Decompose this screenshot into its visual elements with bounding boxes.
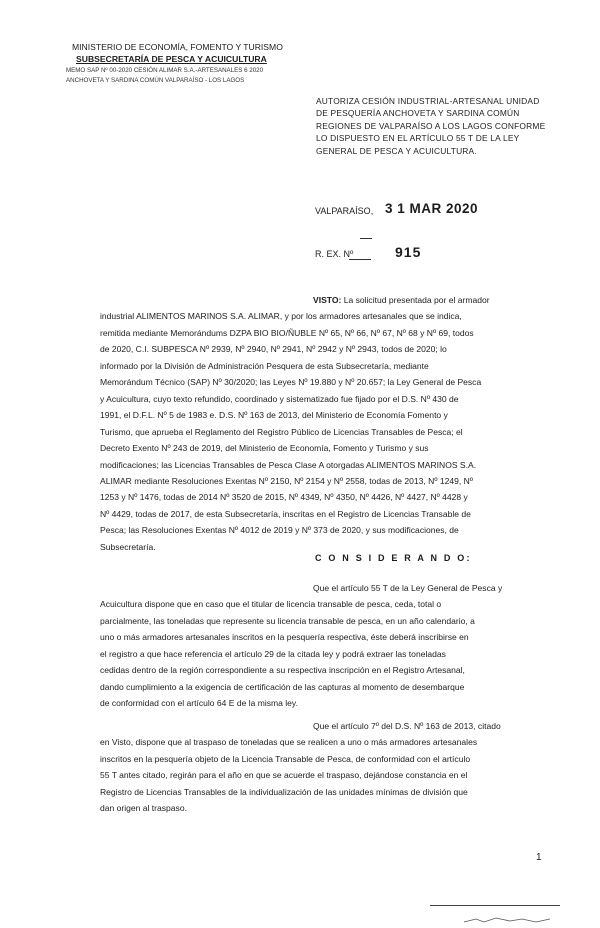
stamp-mark (360, 238, 372, 239)
considerando-paragraph-1 (100, 580, 540, 712)
visto-line: industrial ALIMENTOS MARINOS S.A. ALIMAR, y por los armadores artesanales que se indica, (100, 311, 462, 322)
footer-rule (430, 905, 560, 906)
title-line: GENERAL DE PESCA Y ACUICULTURA. (316, 145, 477, 156)
resolution-number: 915 (395, 244, 422, 260)
visto-line: 1253 y Nº 1476, todas de 2014 Nº 3520 de 2015, Nº 4349, Nº 4350, Nº 4426, Nº 4427, Nº 4428 y (100, 492, 468, 503)
considerando-paragraph-2 (100, 718, 540, 817)
considerando-line: el registro a que hace referencia el artículo 29 de la citada ley y podrá extraer las toneladas (100, 648, 446, 659)
visto-line: La solicitud presentada por el armador (343, 295, 490, 305)
memo-subject: ANCHOVETA Y SARDINA COMÚN VALPARAÍSO - LOS LAGOS (66, 77, 245, 84)
signature-fragment (462, 910, 552, 916)
visto-section (100, 292, 540, 555)
considerando-heading: C O N S I D E R A N D O: (315, 553, 472, 563)
considerando-line: dando cumplimiento a la exigencia de certificación de las capturas al momento de desembarque (100, 681, 465, 692)
considerando-line: dan origen al traspaso. (100, 803, 187, 814)
considerando-line: cedidas dentro de la región correspondiente a su respectiva inscripción en el Registro Artesanal, (100, 665, 465, 676)
title-line: LO DISPUESTO EN EL ARTÍCULO 55 T DE LA LEY (316, 133, 520, 144)
visto-line: modificaciones; las Licencias Transables de Pesca Clase A otorgadas ALIMENTOS MARINOS S.A. (100, 459, 477, 470)
considerando-line: Que el artículo 7º del D.S. Nº 163 de 2013, citado (313, 721, 501, 731)
considerando-line: de conformidad con el artículo 64 E de la misma ley. (100, 698, 298, 709)
visto-line: Subsecretaría. (100, 541, 156, 552)
considerando-line: Registro de Licencias Transables de la individualización de las unidades mínimas de división que (100, 786, 468, 797)
document-title (316, 95, 576, 157)
resolution-label: R. EX. Nº (315, 249, 354, 259)
visto-line: ALIMAR mediante Resoluciones Exentas Nº 2150, Nº 2154 y Nº 2558, todas de 2013, Nº 1249, Nº (100, 475, 473, 486)
visto-first-line (100, 292, 540, 308)
page-number: 1 (536, 852, 542, 863)
considerando-line: Acuicultura dispone que en caso que el titular de licencia transable de pesca, ceda, total o (100, 599, 442, 610)
considerando-line: 55 T antes citado, regirán para el año en que se acuerde el traspaso, dejándose constancia en el (100, 770, 468, 781)
visto-line: Turismo, que aprueba el Reglamento del Registro Público de Licencias Transables de Pesca; el (100, 426, 463, 437)
visto-line: de 2020, C.I. SUBPESCA Nº 2939, Nº 2940, Nº 2941, Nº 2942 y Nº 2943, todos de 2020; lo (100, 344, 447, 355)
date-label: VALPARAÍSO, (315, 206, 374, 216)
memo-reference: MEMO SAP Nº 00-2020 CESIÓN ALIMAR S.A.-ARTESANALES 6 2020 (66, 67, 264, 74)
considerando-line: en Visto, dispone que al traspaso de toneladas que se realicen a uno o más armadores artesanales (100, 737, 478, 748)
considerando-line: uno o más armadores artesanales inscritos en la pesquería respectiva, éste deberá inscribirse en (100, 632, 469, 643)
considerando-line: inscritos en la pesquería objeto de la Licencia Transable de Pesca, de conformidad con el artículo (100, 753, 471, 764)
considerando-line: parcialmente, las toneladas que represente su licencia transable de pesca, en un año calendario, a (100, 615, 475, 626)
visto-line: Memorándum Técnico (SAP) Nº 30/2020; las Leyes Nº 19.880 y Nº 20.657; la Ley General de Pesca (100, 377, 482, 388)
subsecretaria-name: SUBSECRETARÍA DE PESCA Y ACUICULTURA (76, 54, 267, 64)
resolution-underline (349, 259, 371, 260)
visto-line: 1991, el D.F.L. Nº 5 de 1983 e. D.S. Nº 163 de 2013, del Ministerio de Economía Fomento y (100, 410, 448, 421)
date-stamp: 3 1 MAR 2020 (385, 201, 479, 216)
visto-line: Nº 4429, todas de 2017, de esta Subsecretaría, inscritas en el Registro de Licencias Transable de (100, 508, 471, 519)
ministry-name: MINISTERIO DE ECONOMÍA, FOMENTO Y TURISMO (72, 42, 283, 52)
visto-line: Decreto Exento Nº 243 de 2019, del Ministerio de Economía, Fomento y Turismo y sus (100, 443, 429, 454)
title-line: DE PESQUERÍA ANCHOVETA Y SARDINA COMÚN (316, 108, 520, 119)
visto-line: remitida mediante Memorándums DZPA BIO BIO/ÑUBLE Nº 65, Nº 66, Nº 67, Nº 68 y Nº 69, todos (100, 327, 474, 338)
considerando-line: Que el artículo 55 T de la Ley General de Pesca y (313, 583, 503, 593)
visto-line: informado por la División de Administración Pesquera de esta Subsecretaría, mediante (100, 360, 429, 371)
visto-line: y Acuicultura, cuyo texto refundido, coordinado y sistematizado fue fijado por el D.S. Nº 430 de (100, 393, 459, 404)
title-line: AUTORIZA CESIÓN INDUSTRIAL-ARTESANAL UNIDAD (316, 96, 540, 106)
visto-heading: VISTO: (313, 295, 342, 305)
title-line: REGIONES DE VALPARAÍSO A LOS LAGOS CONFORME (316, 120, 546, 131)
visto-line: Pesca; las Resoluciones Exentas Nº 4012 de 2019 y Nº 373 de 2020, y sus modificaciones, de (100, 525, 459, 536)
